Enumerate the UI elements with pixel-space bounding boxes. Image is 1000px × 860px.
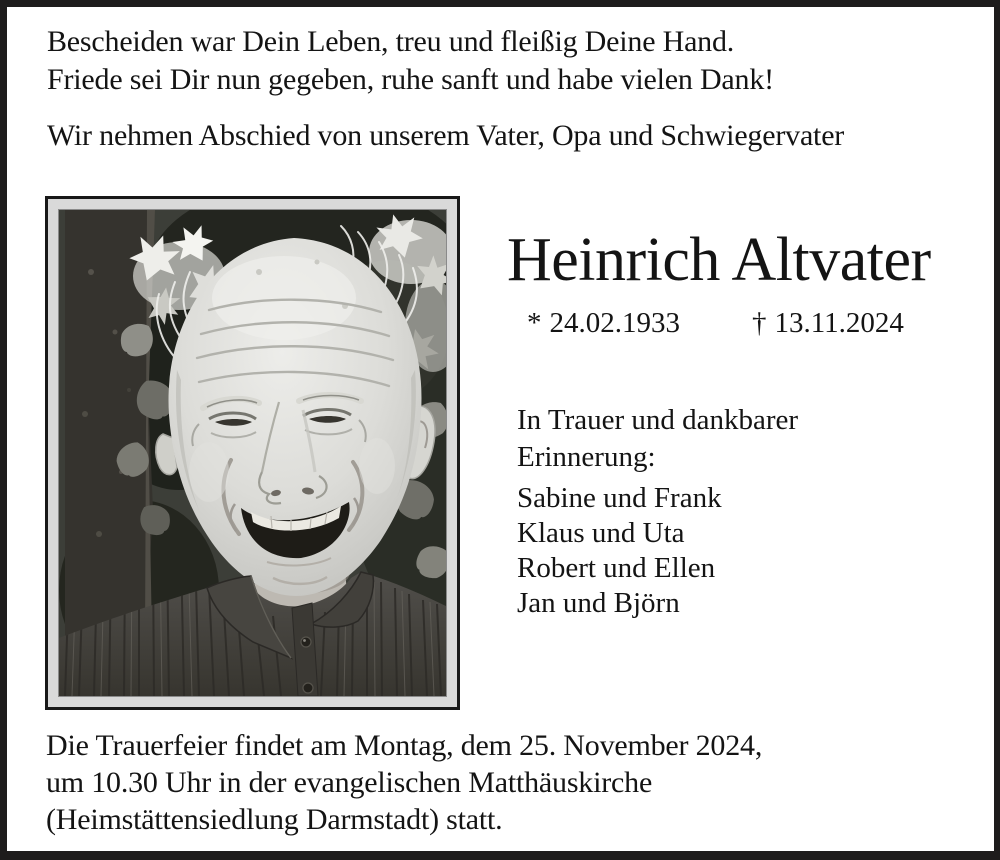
mourner: Sabine und Frank <box>517 482 722 514</box>
mourning-line-1: In Trauer und dankbarer <box>517 404 799 436</box>
life-dates <box>527 306 904 340</box>
funeral-line-1: Die Trauerfeier findet am Montag, dem 25. November 2024, <box>46 729 763 762</box>
death-date-value: 13.11.2024 <box>774 307 904 339</box>
mourner: Robert und Ellen <box>517 552 716 584</box>
mourning-intro <box>517 402 798 476</box>
birth-date-value: 24.02.1933 <box>549 307 680 339</box>
mourners-list <box>517 481 722 621</box>
portrait-photo-frame <box>45 196 460 710</box>
epitaph-line-1: Bescheiden war Dein Leben, treu und fleißig Deine Hand. <box>47 25 735 58</box>
mourning-line-2: Erinnerung: <box>517 441 656 473</box>
mourner: Klaus und Uta <box>517 517 685 549</box>
died-symbol: † <box>752 307 767 339</box>
epitaph-verse <box>47 23 774 99</box>
mourner: Jan und Björn <box>517 587 680 619</box>
deceased-name: Heinrich Altvater <box>507 226 931 294</box>
farewell-line: Wir nehmen Abschied von unserem Vater, Opa und Schwiegervater <box>47 119 845 152</box>
born-symbol: * <box>527 307 542 339</box>
funeral-line-3: (Heimstättensiedlung Darmstadt) statt. <box>46 803 503 836</box>
death-date <box>752 306 904 340</box>
portrait-photo <box>59 210 446 696</box>
epitaph-line-2: Friede sei Dir nun gegeben, ruhe sanft und habe vielen Dank! <box>47 63 774 96</box>
birth-date <box>527 306 680 340</box>
funeral-line-2: um 10.30 Uhr in der evangelischen Matthäuskirche <box>46 766 653 799</box>
funeral-info <box>46 727 762 838</box>
